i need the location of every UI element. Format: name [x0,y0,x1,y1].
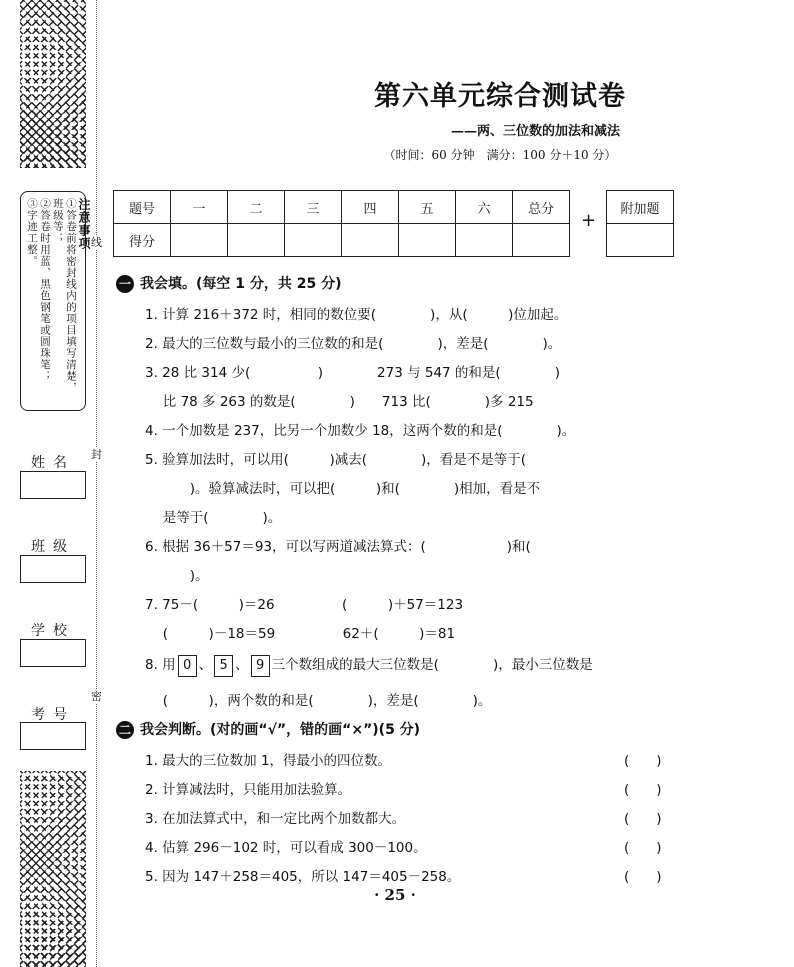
score-header-cell: 三 [285,191,342,224]
bonus-label: 附加题 [607,191,674,224]
notice-line: ①答卷前将密封线内的项目填写清楚，班级等； [52,198,77,394]
question-line: 比 78 多 263 的数是( ) 713 比( )多 215 [145,394,534,410]
question-line: )。 [145,568,209,584]
section2-title: 我会判断。(对的画“√”，错的画“×”)(5 分) [140,722,421,738]
notice-line: ②答卷时用蓝、黑色钢笔或圆珠笔； [39,198,51,382]
class-label: 班级 [31,539,75,555]
answer-paren[interactable]: ( ) [624,782,662,798]
notice-line: ③字迹工整。 [26,198,38,267]
digit-box: 9 [251,655,270,677]
section2-heading [116,719,420,739]
time-info: （时间：60 分钟 满分：100 分＋10 分） [383,148,617,162]
name-field[interactable] [20,471,86,499]
q8-prefix: 8. 用 [145,657,176,673]
class-field[interactable] [20,555,86,583]
score-cell[interactable] [399,224,456,257]
score-cell[interactable] [342,224,399,257]
exam-number-field[interactable] [20,722,86,750]
digit-box: 0 [178,655,197,677]
school-field[interactable] [20,639,86,667]
question-line: )。验算减法时，可以把( )和( )相加，看是不 [145,481,541,497]
score-header-cell: 二 [228,191,285,224]
section2-number: 二 [116,721,134,739]
question-line: 6. 根据 36＋57＝93，可以写两道减法算式：( )和( [145,539,531,555]
section1-title: 我会填。(每空 1 分，共 25 分) [140,276,342,292]
section1-number: 一 [116,275,134,293]
question-line: 7. 75－( )＝26 ( )＋57＝123 [145,597,464,613]
question-line: 2. 最大的三位数与最小的三位数的和是( )，差是( )。 [145,336,562,352]
score-row-label: 得分 [114,224,171,257]
q8-sep: 、 [235,657,249,673]
score-table [113,190,570,257]
question-line: 1. 计算 216＋372 时，相同的数位要( )，从( )位加起。 [145,307,568,323]
score-header-cell: 五 [399,191,456,224]
answer-paren[interactable]: ( ) [624,811,662,827]
question-line: ( )－18＝59 62＋( )＝81 [145,626,456,642]
score-header-cell: 四 [342,191,399,224]
binding-mark: 密 [91,690,102,703]
judge-item: 5. 因为 147＋258＝405，所以 147＝405－258。 [145,869,461,885]
answer-paren[interactable]: ( ) [624,840,662,856]
page-number: · 25 · [374,886,416,904]
judge-item: 2. 计算减法时，只能用加法验算。 [145,782,352,798]
judge-item: 3. 在加法算式中，和一定比两个加数都大。 [145,811,406,827]
section1-heading [116,273,342,293]
exam-number-label: 考号 [31,707,75,723]
q8-sep: 、 [198,657,213,673]
score-header-cell: 六 [456,191,513,224]
score-cell[interactable] [456,224,513,257]
question-line: ( )，两个数的和是( )，差是( )。 [145,693,492,709]
question-line: 是等于( )。 [145,510,282,526]
page-subtitle: ——两、三位数的加法和减法 [450,124,620,139]
score-header-cell: 一 [171,191,228,224]
question-line: 5. 验算加法时，可以用( )减去( )，看是不是等于( [145,452,527,468]
judge-item: 1. 最大的三位数加 1，得最小的四位数。 [145,753,392,769]
score-cell[interactable] [285,224,342,257]
score-cell[interactable] [171,224,228,257]
decorative-pattern-top [20,0,86,168]
score-cell[interactable] [228,224,285,257]
page-title: 第六单元综合测试卷 [374,81,626,112]
binding-mark: 线 [91,236,102,249]
score-cell[interactable] [513,224,570,257]
question-line: 3. 28 比 314 少( ) 273 与 547 的和是( ) [145,365,560,381]
binding-line [96,0,97,967]
score-header-cell: 总分 [513,191,570,224]
decorative-pattern-bottom [20,771,86,967]
bonus-table [606,190,674,257]
notice-box [20,191,91,411]
answer-paren[interactable]: ( ) [624,869,662,885]
notice-title: 注意事项 [77,198,91,250]
name-label: 姓名 [31,455,75,471]
plus-sign: + [581,210,597,231]
judge-item: 4. 估算 296－102 时，可以看成 300－100。 [145,840,427,856]
bonus-score-cell[interactable] [607,224,674,257]
binding-mark: 封 [91,448,102,461]
school-label: 学校 [31,623,75,639]
digit-box: 5 [214,655,233,677]
score-header-cell: 题号 [114,191,171,224]
question-line: 4. 一个加数是 237，比另一个加数少 18，这两个数的和是( )。 [145,423,576,439]
question-8-line [145,653,593,677]
q8-suffix: 三个数组成的最大三位数是( )，最小三位数是 [271,657,593,673]
answer-paren[interactable]: ( ) [624,753,662,769]
